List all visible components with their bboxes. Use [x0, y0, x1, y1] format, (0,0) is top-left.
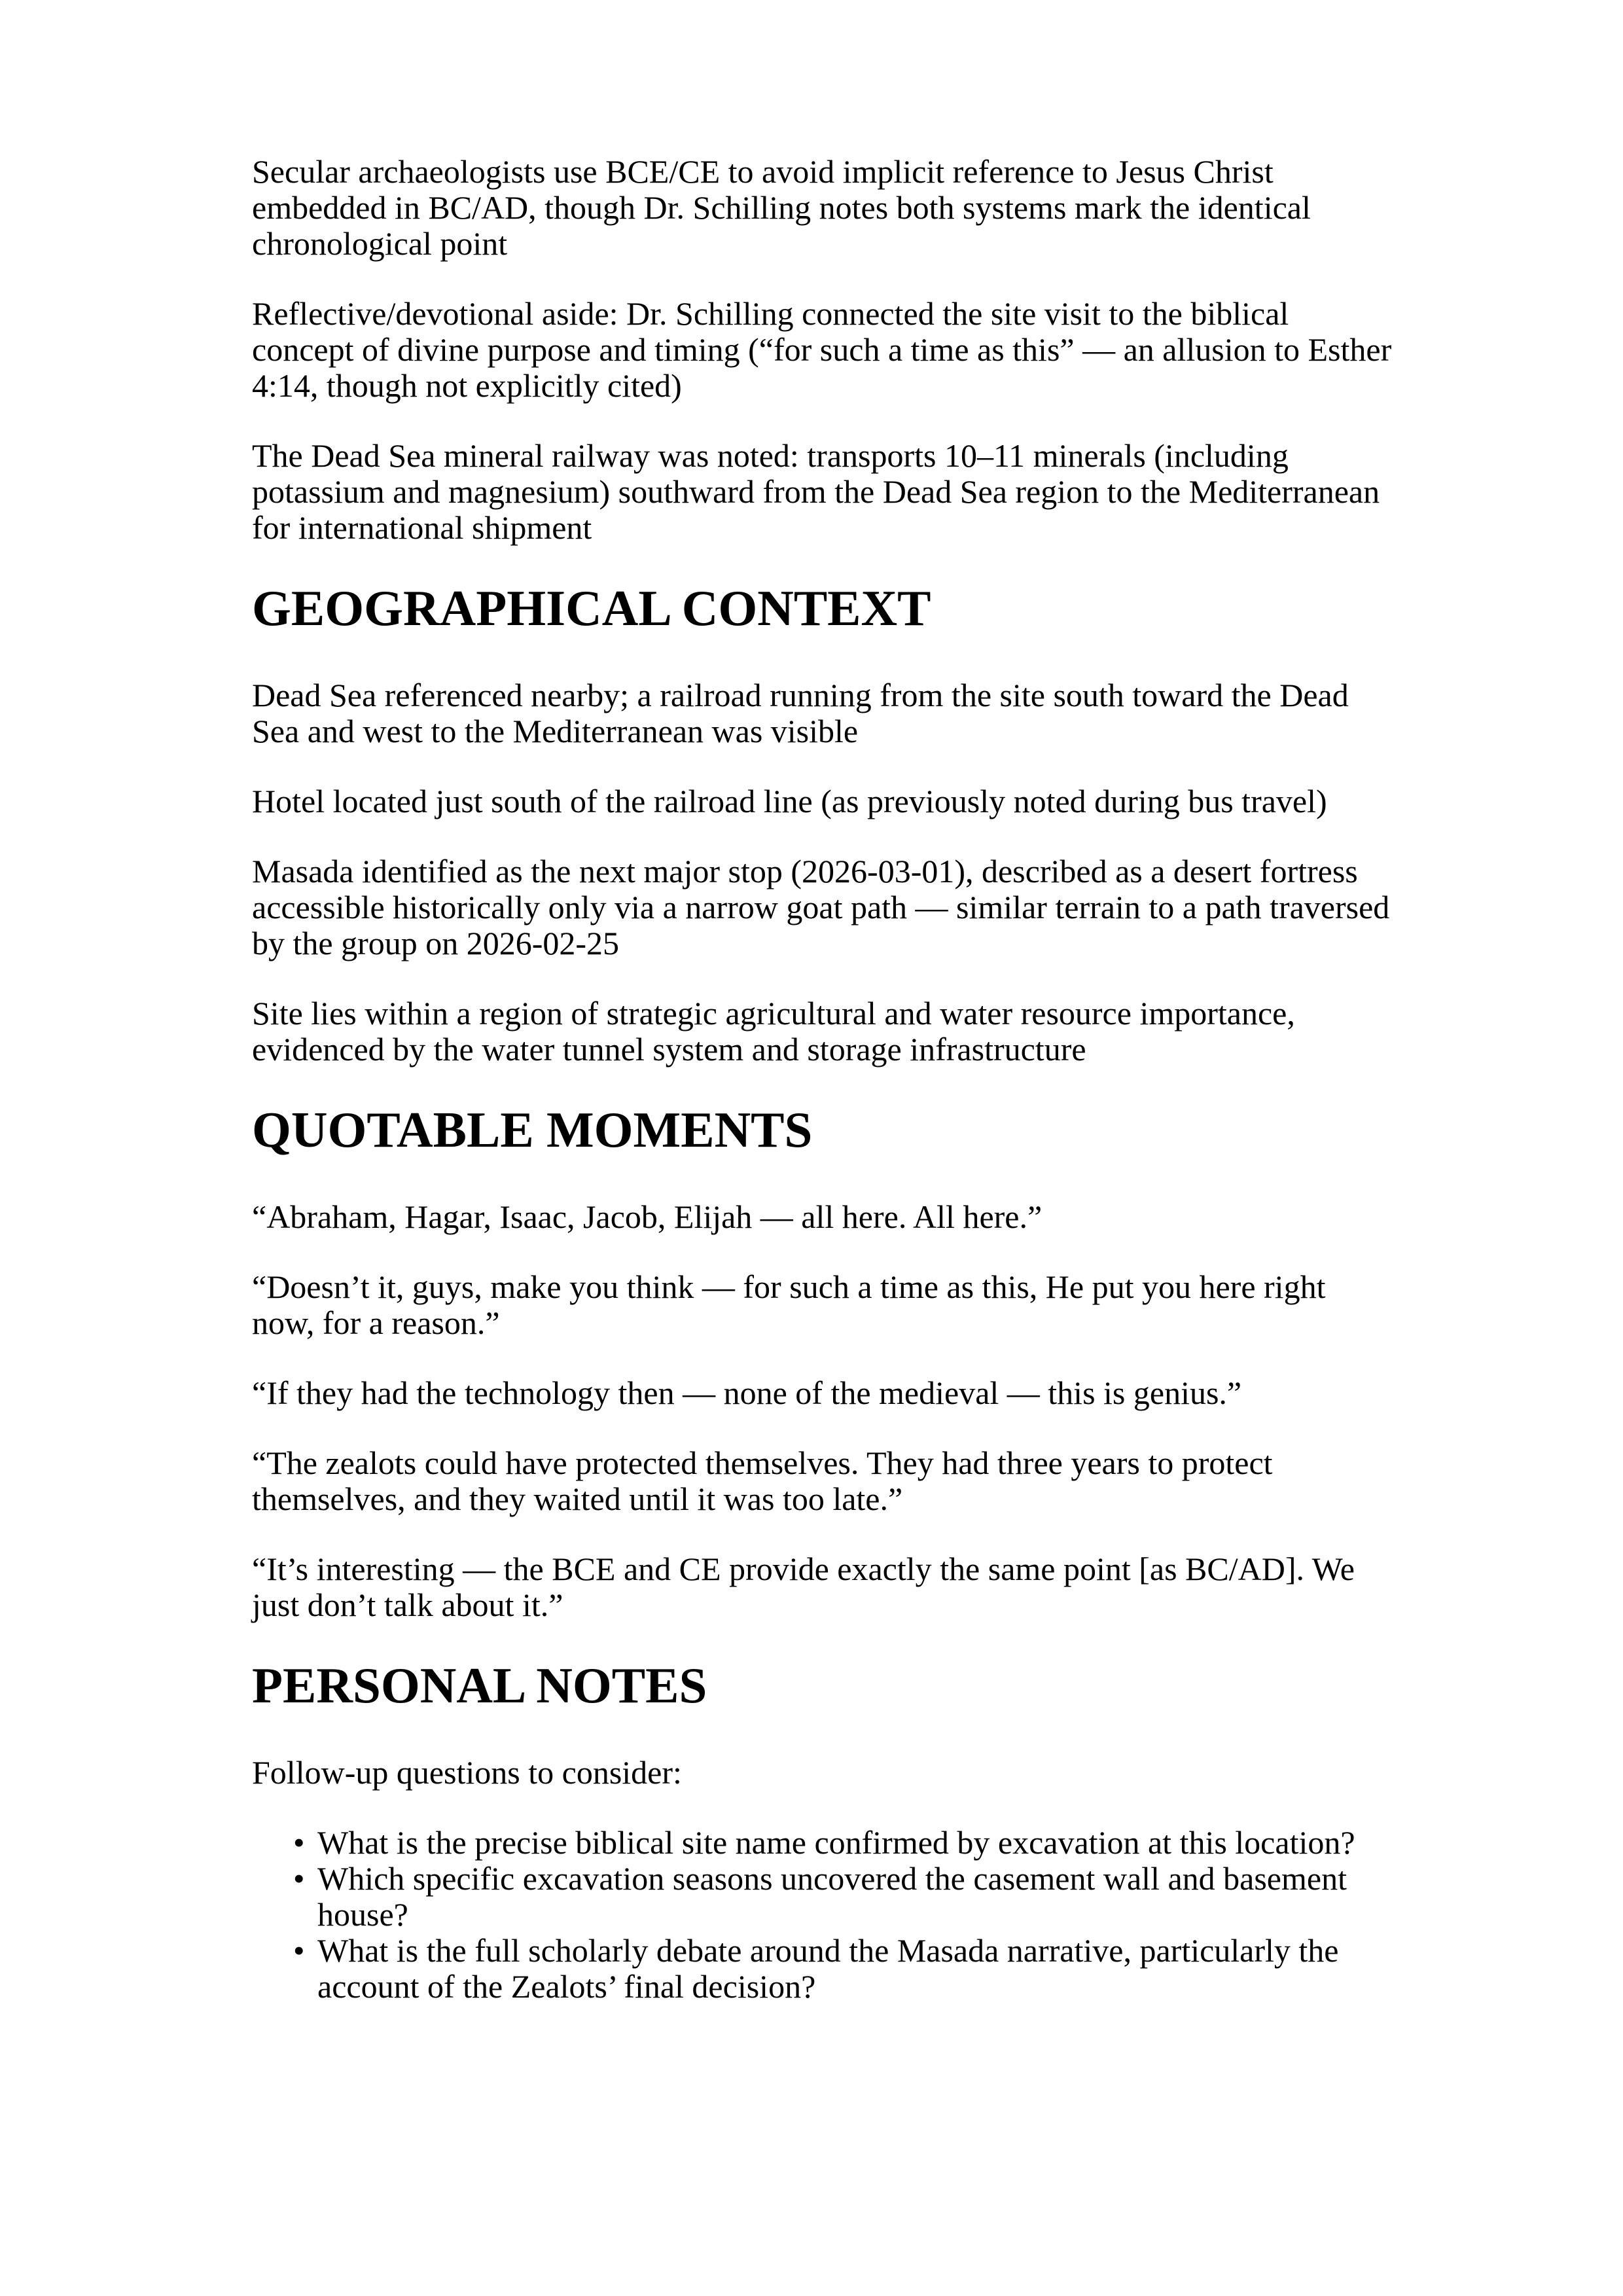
paragraph: Reflective/devotional aside: Dr. Schilling connected the site visit to the biblical concept of divine purpose and timing (“for such a time as this” — an allusion to Esther 4:14, though not explicitly cited)	[252, 295, 1392, 404]
paragraph: The Dead Sea mineral railway was noted: transports 10–11 minerals (including potassium and magnesium) southward from the Dead Sea region to the Mediterranean for international shipment	[252, 437, 1380, 546]
paragraph: Masada identified as the next major stop (2026-03-01), described as a desert fortress accessible historically only via a narrow goat path — similar terrain to a path traversed by the group on 2026-02-25	[252, 853, 1390, 961]
paragraph: Follow-up questions to consider:	[252, 1754, 682, 1791]
quote-paragraph: “If they had the technology then — none of the medieval — this is genius.”	[252, 1374, 1242, 1411]
list-item: • What is the full scholarly debate around the Masada narrative, particularly the account of the Zealots’ final decision?	[317, 1933, 1394, 2005]
list-item: • Which specific excavation seasons uncovered the casement wall and basement house?	[317, 1861, 1394, 1933]
bullet-list	[252, 1825, 1394, 2005]
section-heading-geographical-context: GEOGRAPHICAL CONTEXT	[252, 580, 931, 636]
paragraph: Secular archaeologists use BCE/CE to avoid implicit reference to Jesus Christ embedded in BC/AD, though Dr. Schilling notes both systems mark the identical chronological point	[252, 153, 1311, 262]
paragraph: Site lies within a region of strategic agricultural and water resource importance, evidenced by the water tunnel system and storage infrastructure	[252, 995, 1295, 1067]
quote-paragraph: “The zealots could have protected themselves. They had three years to protect themselves, and they waited until it was too late.”	[252, 1444, 1273, 1517]
paragraph: Dead Sea referenced nearby; a railroad running from the site south toward the Dead Sea and west to the Mediterranean was visible	[252, 677, 1349, 749]
list-item: • What is the precise biblical site name confirmed by excavation at this location?	[317, 1825, 1394, 1861]
quote-paragraph: “Doesn’t it, guys, make you think — for such a time as this, He put you here right now, for a reason.”	[252, 1268, 1326, 1341]
quote-paragraph: “It’s interesting — the BCE and CE provide exactly the same point [as BC/AD]. We just don’t talk about it.”	[252, 1551, 1355, 1623]
section-heading-quotable-moments: QUOTABLE MOMENTS	[252, 1102, 813, 1158]
paragraph: Hotel located just south of the railroad line (as previously noted during bus travel)	[252, 783, 1327, 819]
section-heading-personal-notes: PERSONAL NOTES	[252, 1657, 707, 1713]
quote-paragraph: “Abraham, Hagar, Isaac, Jacob, Elijah — all here. All here.”	[252, 1198, 1043, 1235]
